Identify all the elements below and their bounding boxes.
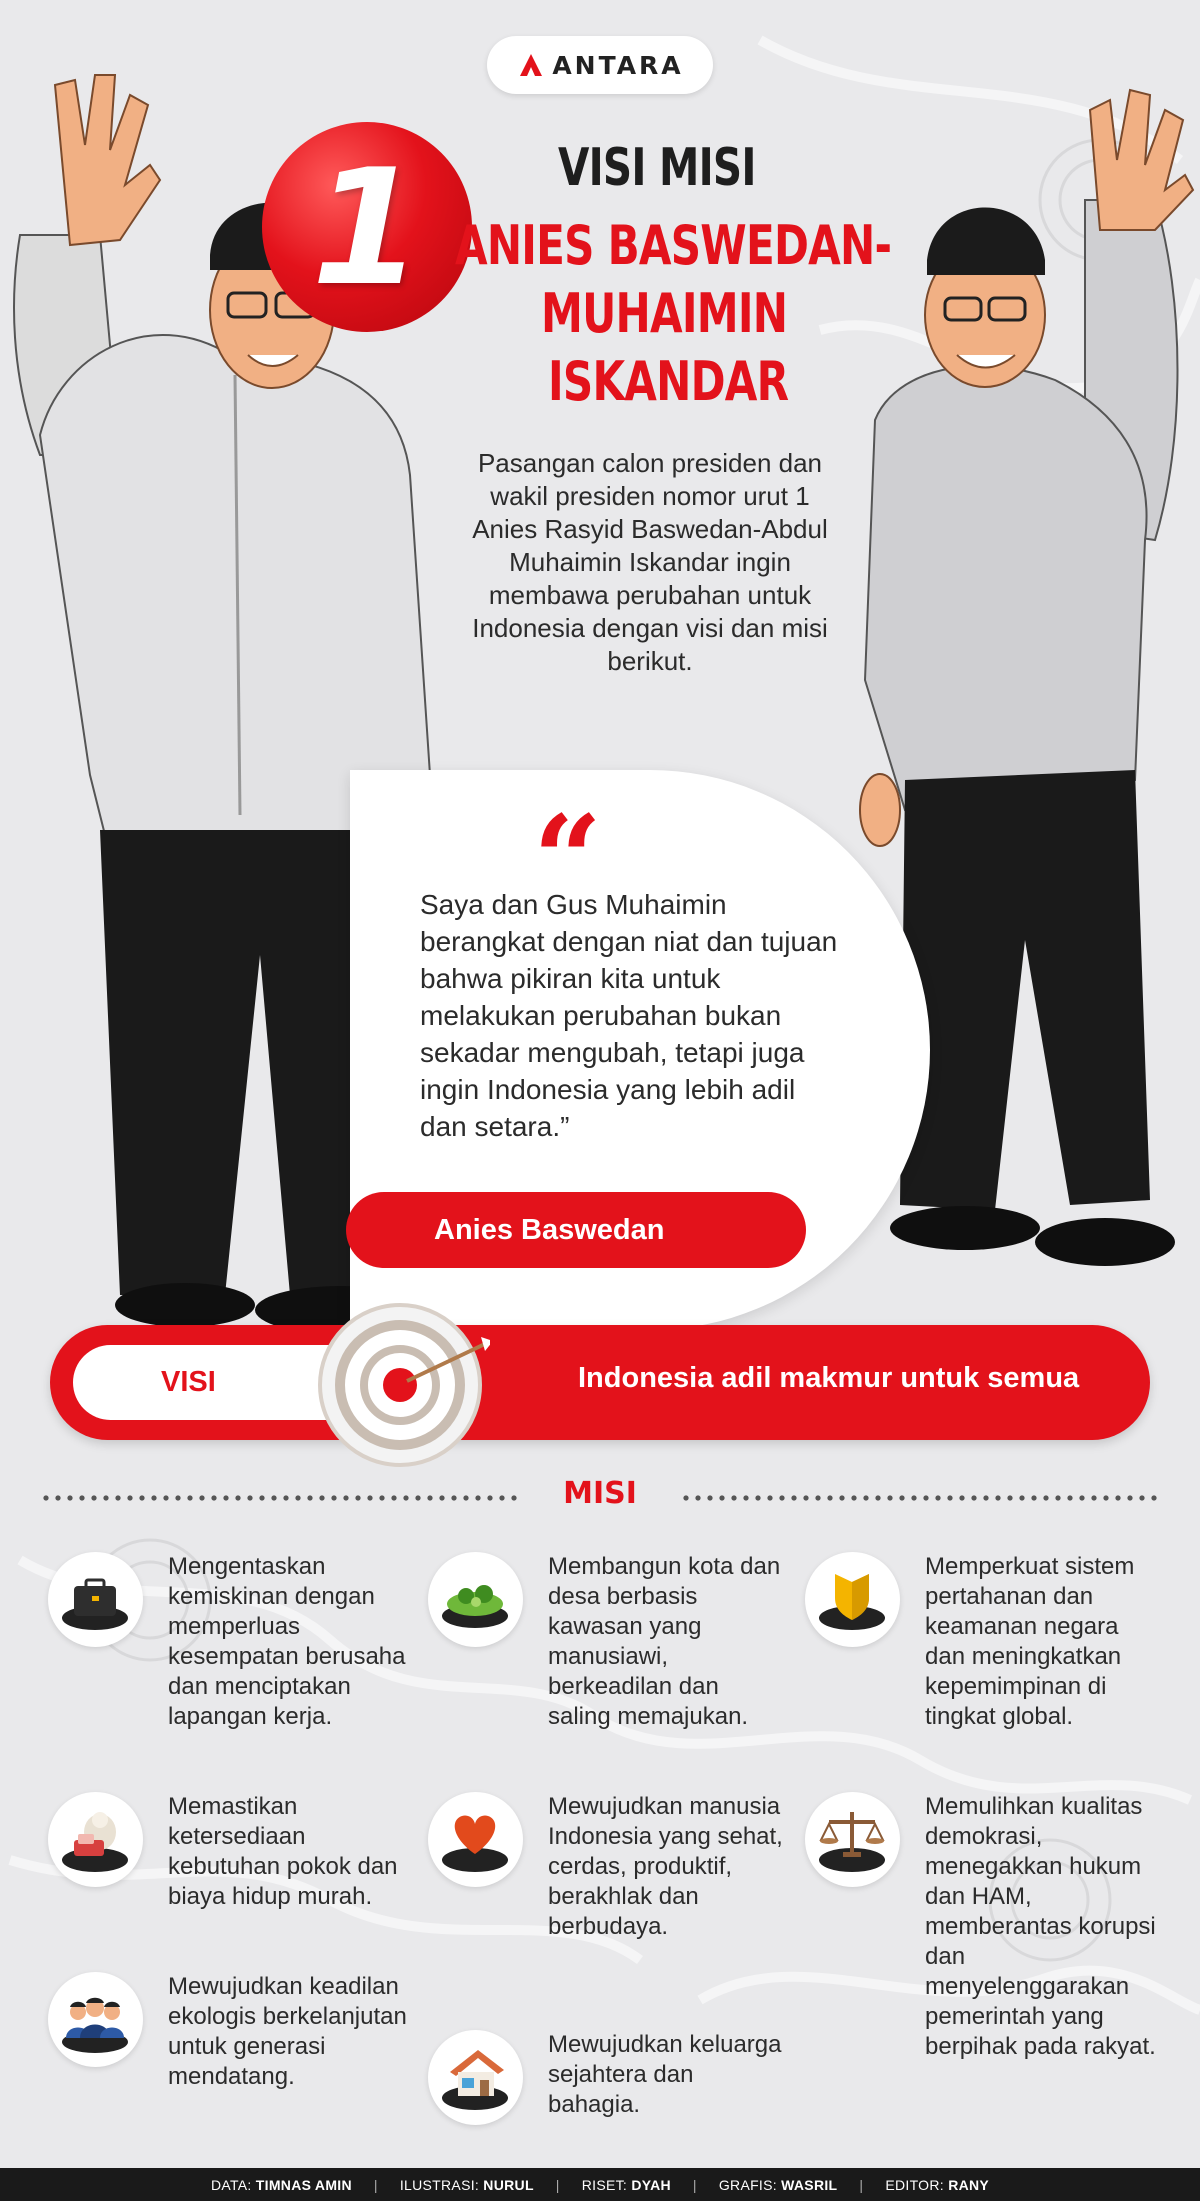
logo-text: ANTARA bbox=[552, 50, 684, 80]
visi-text: Indonesia adil makmur untuk semua bbox=[578, 1362, 1080, 1394]
credit-riset-value: DYAH bbox=[631, 2176, 671, 2193]
candidate-name-line3: ISKANDAR bbox=[548, 350, 789, 413]
intro-paragraph: Pasangan calon presiden dan wakil presiden nomor urut 1 Anies Rasyid Baswedan-Abdul Muhaimin Iskandar ingin membawa perubahan untuk Indonesia dengan visi dan misi berikut. bbox=[472, 448, 828, 676]
misi-divider-right bbox=[680, 1495, 1160, 1501]
misi-text: Memulihkan kualitas demokrasi, menegakkan hukum dan HAM, memberantas korupsi dan menyelenggarakan pemerintah yang berpihak pada rakyat. bbox=[925, 1793, 1156, 2060]
page-title: VISI MISI bbox=[558, 138, 756, 198]
credit-editor-label: EDITOR: bbox=[885, 2176, 944, 2193]
candidate-name-line2: MUHAIMIN bbox=[541, 282, 788, 345]
people-icon bbox=[48, 1972, 143, 2067]
rice-sack-icon bbox=[48, 1792, 143, 1887]
quote-text: Saya dan Gus Muhaimin berangkat dengan niat dan tujuan bahwa pikiran kita untuk melakukan perubahan bukan sekadar mengubah, tetapi juga ingin Indonesia yang lebih adil dan setara.” bbox=[420, 889, 838, 1142]
credit-grafis-label: GRAFIS: bbox=[718, 2176, 777, 2193]
credit-ilustrasi-value: NURUL bbox=[483, 2176, 534, 2193]
misi-text: Mengentaskan kemiskinan dengan memperluas kesempatan berusaha dan menciptakan lapangan kerja. bbox=[168, 1553, 406, 1730]
target-arrow-icon bbox=[315, 1295, 490, 1470]
antara-logo bbox=[487, 36, 713, 94]
house-icon bbox=[428, 2030, 523, 2125]
heart-icon bbox=[428, 1792, 523, 1887]
credit-separator: | bbox=[373, 2176, 378, 2193]
misi-text: Memperkuat sistem pertahanan dan keamanan negara dan meningkatkan kepemimpinan di tingkat global. bbox=[925, 1553, 1135, 1730]
credit-riset bbox=[582, 2177, 671, 2193]
credit-editor bbox=[885, 2177, 989, 2193]
misi-text: Mewujudkan keluarga sejahtera dan bahagia. bbox=[548, 2031, 782, 2118]
credit-ilustrasi-label: ILUSTRASI: bbox=[399, 2176, 480, 2193]
quote-mark-icon: “ bbox=[533, 789, 603, 930]
credit-editor-value: RANY bbox=[948, 2176, 990, 2193]
credit-separator: | bbox=[692, 2176, 697, 2193]
misi-text: Mewujudkan keadilan ekologis berkelanjutan untuk generasi mendatang. bbox=[168, 1973, 407, 2090]
credit-riset-label: RISET: bbox=[581, 2176, 628, 2193]
credits-footer bbox=[0, 2168, 1200, 2201]
misi-header bbox=[40, 1476, 1160, 1516]
credit-data-value: TIMNAS AMIN bbox=[255, 2176, 352, 2193]
credit-separator: | bbox=[555, 2176, 560, 2193]
quote-author-name: Anies Baswedan bbox=[434, 1213, 665, 1246]
antara-mark-icon bbox=[516, 50, 546, 80]
candidate-number: 1 bbox=[311, 133, 423, 321]
credit-separator: | bbox=[859, 2176, 864, 2193]
scales-icon bbox=[805, 1792, 900, 1887]
quote-author bbox=[346, 1192, 806, 1268]
credit-grafis bbox=[719, 2177, 838, 2193]
visi-label: VISI bbox=[161, 1366, 216, 1398]
credit-ilustrasi bbox=[400, 2177, 534, 2193]
misi-text: Mewujudkan manusia Indonesia yang sehat, cerdas, produktif, berakhlak dan berbudaya. bbox=[548, 1793, 783, 1940]
credit-grafis-value: WASRIL bbox=[781, 2176, 838, 2193]
park-icon bbox=[428, 1552, 523, 1647]
misi-text: Memastikan ketersediaan kebutuhan pokok dan biaya hidup murah. bbox=[168, 1793, 398, 1910]
misi-title: MISI bbox=[563, 1476, 637, 1511]
briefcase-icon bbox=[48, 1552, 143, 1647]
shield-icon bbox=[805, 1552, 900, 1647]
credit-data bbox=[211, 2177, 352, 2193]
credit-data-label: DATA: bbox=[210, 2176, 252, 2193]
candidate-name-line1: ANIES BASWEDAN- bbox=[455, 214, 892, 277]
misi-text: Membangun kota dan desa berbasis kawasan yang manusiawi, berkeadilan dan saling memajukan. bbox=[548, 1553, 781, 1730]
